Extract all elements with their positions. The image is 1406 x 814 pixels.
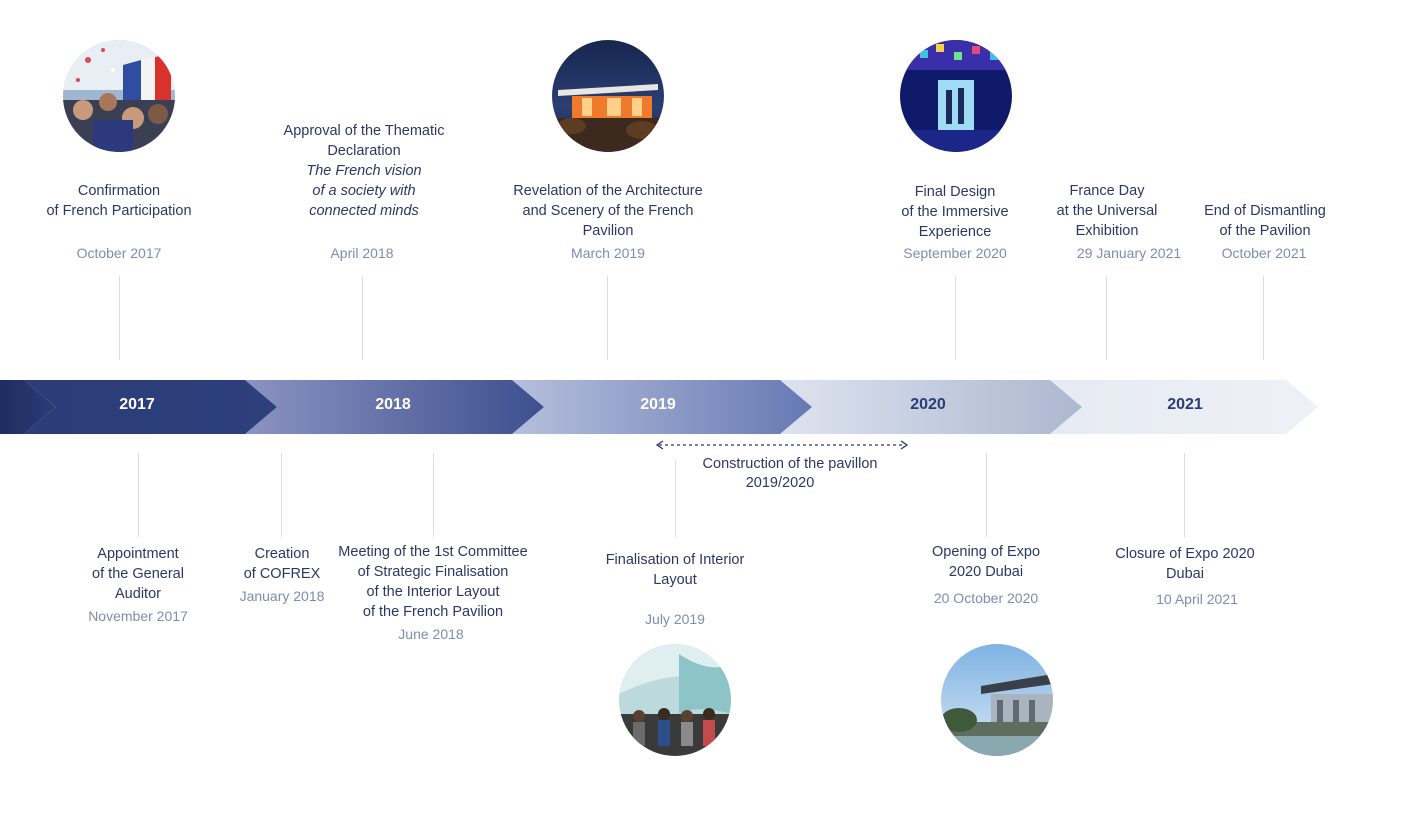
event-title: of French Participation bbox=[46, 203, 192, 219]
year-label-2021: 2021 bbox=[1167, 396, 1203, 413]
event-title: at the Universal bbox=[1056, 203, 1158, 219]
year-label-2020: 2020 bbox=[910, 396, 946, 413]
event-date: November 2017 bbox=[88, 608, 188, 624]
connector-line bbox=[1184, 453, 1185, 537]
event-title: Layout bbox=[653, 572, 697, 588]
event-end-dismantling bbox=[1190, 201, 1340, 263]
interior-visitors-photo bbox=[619, 644, 731, 756]
event-date: October 2021 bbox=[1221, 245, 1307, 261]
pavilion-night-photo bbox=[552, 40, 664, 152]
event-title: Opening of Expo bbox=[931, 544, 1041, 560]
event-committee-meeting bbox=[322, 542, 544, 644]
connector-line bbox=[119, 276, 120, 360]
event-title: 2020 Dubai bbox=[948, 564, 1024, 580]
year-label-2019: 2019 bbox=[640, 396, 676, 413]
event-title: Closure of Expo 2020 bbox=[1115, 546, 1255, 562]
event-date: January 2018 bbox=[239, 588, 325, 604]
event-date: July 2019 bbox=[645, 611, 705, 627]
connector-line bbox=[1106, 276, 1107, 360]
event-thematic-declaration bbox=[262, 121, 466, 263]
event-title: and Scenery of the French bbox=[522, 203, 694, 219]
event-title: Final Design bbox=[914, 184, 996, 200]
connector-line bbox=[955, 276, 956, 360]
event-title: of the Pavilion bbox=[1219, 223, 1311, 239]
event-title: Finalisation of Interior bbox=[605, 552, 745, 568]
event-subtitle-line: The French vision bbox=[306, 163, 422, 179]
event-date: March 2019 bbox=[571, 245, 645, 261]
event-final-design bbox=[880, 182, 1030, 263]
connector-line bbox=[281, 453, 282, 537]
connector-line bbox=[675, 460, 676, 537]
event-date: 10 April 2021 bbox=[1156, 591, 1238, 607]
event-title: of the General bbox=[92, 566, 184, 582]
event-subtitle-line: of a society with bbox=[312, 183, 416, 199]
construction-label-line: Construction of the pavillon bbox=[702, 456, 878, 472]
event-title: Dubai bbox=[1166, 566, 1204, 582]
event-title: Approval of the Thematic bbox=[283, 123, 445, 139]
connector-line bbox=[1263, 276, 1264, 360]
event-subtitle bbox=[262, 181, 466, 201]
event-confirmation bbox=[20, 181, 218, 263]
event-title: Meeting of the 1st Committee bbox=[338, 544, 528, 560]
connector-line bbox=[607, 276, 608, 360]
event-title: Confirmation bbox=[77, 183, 161, 199]
event-title: France Day bbox=[1069, 183, 1145, 199]
event-title: of the French Pavilion bbox=[362, 604, 504, 620]
event-interior-layout-finalisation bbox=[590, 550, 760, 629]
event-title: of the Interior Layout bbox=[366, 584, 500, 600]
event-title: Declaration bbox=[327, 143, 401, 159]
event-architecture-revelation bbox=[498, 181, 718, 263]
event-date: September 2020 bbox=[903, 245, 1007, 261]
connector-line bbox=[362, 276, 363, 360]
event-title: Exhibition bbox=[1075, 223, 1139, 239]
event-expo-opening bbox=[911, 542, 1061, 608]
event-subtitle-line: connected minds bbox=[309, 203, 419, 219]
connector-line bbox=[433, 453, 434, 537]
construction-label-period: 2019/2020 bbox=[745, 475, 815, 491]
event-title: of Strategic Finalisation bbox=[357, 564, 509, 580]
event-title: Creation bbox=[254, 546, 310, 562]
event-title: of COFREX bbox=[243, 566, 321, 582]
event-title: Auditor bbox=[115, 586, 161, 602]
event-title: Pavilion bbox=[582, 223, 634, 239]
event-general-auditor bbox=[78, 544, 198, 626]
event-date: October 2017 bbox=[76, 245, 162, 261]
event-expo-closure bbox=[1104, 544, 1266, 609]
event-title: Revelation of the Architecture bbox=[513, 183, 703, 199]
event-subtitle bbox=[262, 161, 466, 181]
pavilion-exterior-photo bbox=[941, 644, 1053, 756]
construction-label bbox=[690, 455, 890, 493]
event-title: Experience bbox=[918, 224, 992, 240]
event-france-day bbox=[1040, 181, 1182, 263]
construction-span-arrow bbox=[655, 436, 911, 454]
event-title: Appointment bbox=[97, 546, 179, 562]
event-date: 20 October 2020 bbox=[933, 590, 1039, 606]
event-title: End of Dismantling bbox=[1204, 203, 1326, 219]
event-title: of the Immersive bbox=[901, 204, 1009, 220]
year-label-2018: 2018 bbox=[375, 396, 411, 413]
event-date: June 2018 bbox=[398, 626, 464, 642]
event-subtitle bbox=[262, 201, 466, 221]
immersive-room-photo bbox=[900, 40, 1012, 152]
crowd-flag-photo bbox=[63, 40, 175, 152]
connector-line bbox=[986, 453, 987, 537]
event-date: 29 January 2021 bbox=[1076, 245, 1182, 261]
connector-line bbox=[138, 453, 139, 537]
event-date: April 2018 bbox=[330, 245, 394, 261]
year-label-2017: 2017 bbox=[119, 396, 155, 413]
